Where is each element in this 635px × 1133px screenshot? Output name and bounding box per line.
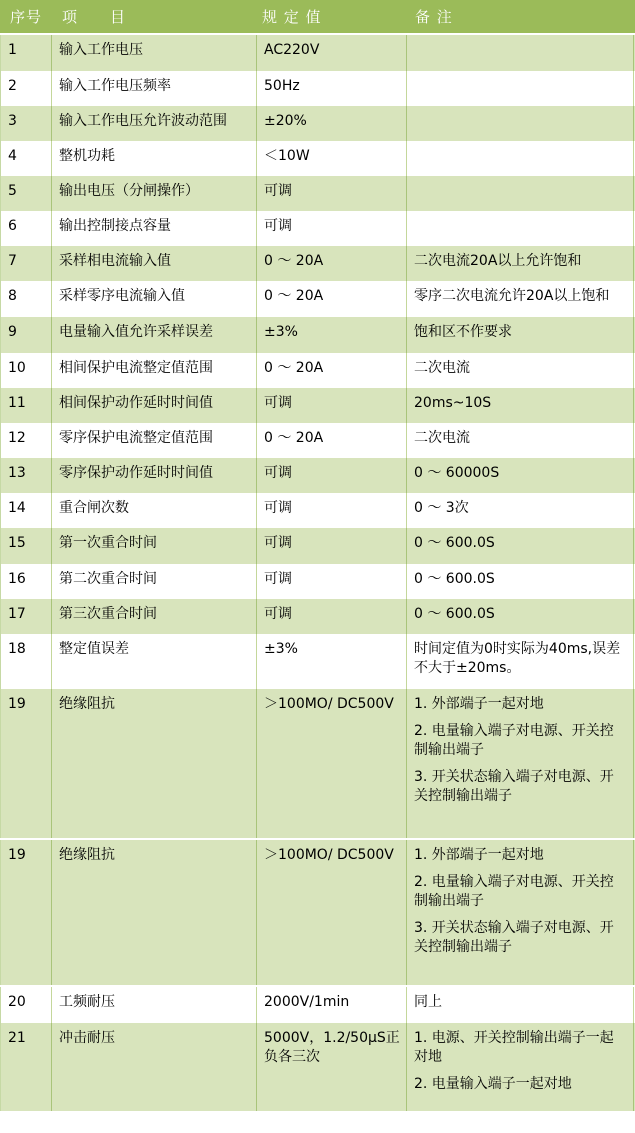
- row-number: 15: [8, 535, 26, 551]
- row-spec: 可调: [256, 176, 406, 211]
- row-note: [406, 317, 634, 353]
- table-header: [0, 0, 635, 33]
- row-note: [406, 528, 634, 564]
- row-number: 9: [8, 324, 17, 340]
- row-note: [406, 141, 634, 176]
- row-number: 13: [8, 465, 26, 481]
- row-spec: ＞100MO/ DC500V: [256, 840, 406, 985]
- row-spec: 可调: [256, 493, 406, 528]
- note-line: 2. 电量输入端子对电源、开关控制输出端子: [414, 723, 614, 758]
- row-note: [406, 840, 634, 985]
- row-number: 14: [8, 500, 26, 516]
- row-item: 相间保护动作延时时间值: [51, 388, 256, 423]
- row-item: 重合闸次数: [51, 493, 256, 528]
- row-item: 绝缘阻抗: [51, 689, 256, 840]
- row-item: 第三次重合时间: [51, 599, 256, 634]
- note-line: 20ms~10S: [414, 395, 492, 411]
- row-item: 输出电压（分闸操作）: [51, 176, 256, 211]
- row-number: 7: [8, 253, 17, 269]
- row-number: 2: [8, 78, 17, 94]
- note-line: 2. 电量输入端子对电源、开关控制输出端子: [414, 874, 614, 909]
- row-item: 零序保护动作延时时间值: [51, 458, 256, 493]
- row-item: 相间保护电流整定值范围: [51, 353, 256, 388]
- row-number: 6: [8, 218, 17, 234]
- row-spec: 0 ～ 20A: [256, 246, 406, 281]
- note-line: 0 ～ 600.0S: [414, 535, 495, 551]
- row-item: 输入工作电压: [51, 35, 256, 71]
- note-line: 0 ～ 3次: [414, 500, 469, 516]
- row-spec: 2000V/1min: [256, 987, 406, 1023]
- row-spec: ±3%: [256, 317, 406, 353]
- table-row: [0, 388, 635, 423]
- row-item: 输入工作电压频率: [51, 71, 256, 106]
- row-item: 采样相电流输入值: [51, 246, 256, 281]
- row-item: 冲击耐压: [51, 1023, 256, 1111]
- row-number: 19: [8, 847, 26, 863]
- table-row: [0, 141, 635, 176]
- row-note: [406, 246, 634, 281]
- table-row: [0, 246, 635, 281]
- table-row: [0, 689, 635, 840]
- row-item: 电量输入值允许采样误差: [51, 317, 256, 353]
- row-number: 16: [8, 571, 26, 587]
- row-note: [406, 634, 634, 689]
- header-item: 项 目: [62, 8, 127, 26]
- row-note: [406, 689, 634, 840]
- note-line: 0 ～ 600.0S: [414, 606, 495, 622]
- table-row: [0, 599, 635, 634]
- row-number: 21: [8, 1030, 26, 1046]
- row-number: 18: [8, 641, 26, 657]
- row-note: [406, 281, 634, 317]
- table-row: [0, 211, 635, 246]
- header-note: 备 注: [415, 8, 453, 26]
- row-note: [406, 423, 634, 458]
- table-row: [0, 564, 635, 599]
- table-row: [0, 176, 635, 211]
- row-spec: ＜10W: [256, 141, 406, 176]
- row-note: [406, 35, 634, 71]
- row-note: [406, 388, 634, 423]
- row-number: 1: [8, 42, 17, 58]
- row-note: [406, 1023, 634, 1111]
- row-item: 工频耐压: [51, 987, 256, 1023]
- table-row: [0, 458, 635, 493]
- table-row: [0, 106, 635, 141]
- row-note: [406, 176, 634, 211]
- row-number: 3: [8, 113, 17, 129]
- row-spec: 0 ～ 20A: [256, 281, 406, 317]
- note-line: 3. 开关状态输入端子对电源、开关控制输出端子: [414, 769, 614, 804]
- row-item: 采样零序电流输入值: [51, 281, 256, 317]
- row-item: 第二次重合时间: [51, 564, 256, 599]
- row-number: 12: [8, 430, 26, 446]
- row-note: [406, 106, 634, 141]
- row-item: 整机功耗: [51, 141, 256, 176]
- table-gap: [0, 838, 635, 840]
- row-spec: ±20%: [256, 106, 406, 141]
- table-row: [0, 528, 635, 564]
- table-row: [0, 71, 635, 106]
- row-spec: ±3%: [256, 634, 406, 689]
- row-number: 20: [8, 994, 26, 1010]
- row-note: [406, 211, 634, 246]
- note-line: 0 ～ 600.0S: [414, 571, 495, 587]
- row-spec: 可调: [256, 564, 406, 599]
- row-note: [406, 353, 634, 388]
- table-row: [0, 281, 635, 317]
- note-line: 零序二次电流允许20A以上饱和: [414, 288, 610, 304]
- header-spec: 规 定 值: [262, 8, 322, 26]
- row-item: 绝缘阻抗: [51, 840, 256, 985]
- row-item: 第一次重合时间: [51, 528, 256, 564]
- row-note: [406, 458, 634, 493]
- row-item: 整定值误差: [51, 634, 256, 689]
- row-spec: 0 ～ 20A: [256, 353, 406, 388]
- note-line: 0 ～ 60000S: [414, 465, 500, 481]
- row-spec: ＞100MO/ DC500V: [256, 689, 406, 840]
- note-line: 同上: [414, 994, 442, 1010]
- row-number: 19: [8, 696, 26, 712]
- table-row: [0, 353, 635, 388]
- note-line: 二次电流: [414, 360, 470, 376]
- row-spec: 50Hz: [256, 71, 406, 106]
- table-row: [0, 1023, 635, 1111]
- row-item: 零序保护电流整定值范围: [51, 423, 256, 458]
- row-spec: 5000V，1.2/50μS正负各三次: [256, 1023, 406, 1111]
- row-number: 10: [8, 360, 26, 376]
- row-spec: 0 ～ 20A: [256, 423, 406, 458]
- row-spec: 可调: [256, 211, 406, 246]
- note-line: 二次电流20A以上允许饱和: [414, 253, 582, 269]
- row-item: 输出控制接点容量: [51, 211, 256, 246]
- table-row: [0, 35, 635, 71]
- row-number: 4: [8, 148, 17, 164]
- row-number: 17: [8, 606, 26, 622]
- table-row: [0, 317, 635, 353]
- row-spec: AC220V: [256, 35, 406, 71]
- note-line: 2. 电量输入端子一起对地: [414, 1076, 572, 1092]
- note-line: 1. 外部端子一起对地: [414, 847, 544, 863]
- row-note: [406, 599, 634, 634]
- note-line: 时间定值为0时实际为40ms,误差不大于±20ms。: [414, 641, 621, 676]
- note-line: 二次电流: [414, 430, 470, 446]
- header-index: 序号: [10, 8, 43, 26]
- row-note: [406, 71, 634, 106]
- table-row: [0, 493, 635, 528]
- row-item: 输入工作电压允许波动范围: [51, 106, 256, 141]
- table-row: [0, 423, 635, 458]
- row-number: 11: [8, 395, 26, 411]
- row-spec: 可调: [256, 388, 406, 423]
- table-row: [0, 840, 635, 985]
- note-line: 3. 开关状态输入端子对电源、开关控制输出端子: [414, 920, 614, 955]
- row-number: 5: [8, 183, 17, 199]
- table-row: [0, 987, 635, 1023]
- row-note: [406, 493, 634, 528]
- row-note: [406, 564, 634, 599]
- note-line: 1. 电源、开关控制输出端子一起对地: [414, 1030, 614, 1065]
- row-spec: 可调: [256, 528, 406, 564]
- row-note: [406, 987, 634, 1023]
- note-line: 1. 外部端子一起对地: [414, 696, 544, 712]
- row-spec: 可调: [256, 458, 406, 493]
- row-number: 8: [8, 288, 17, 304]
- note-line: 饱和区不作要求: [414, 324, 512, 340]
- table-row: [0, 634, 635, 689]
- row-spec: 可调: [256, 599, 406, 634]
